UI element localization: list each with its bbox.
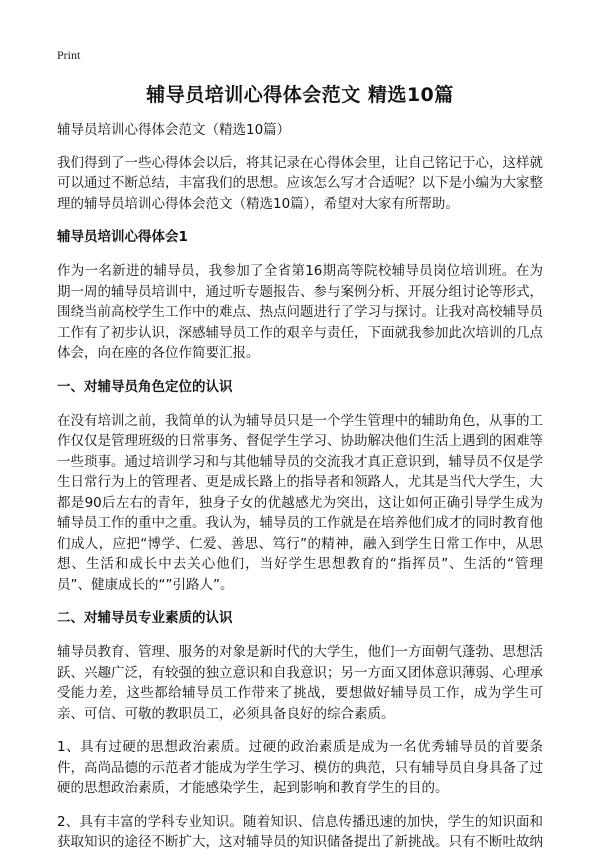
intro-paragraph: 我们得到了一些心得体会以后，将其记录在心得体会里，让自己铭记于心，这样就可以通过不断总结，丰富我们的思想。应该怎么写才合适呢？以下是小编为大家整理的辅导员培训心得体会范文（精选10篇），希望对大家有所帮助。: [57, 154, 543, 212]
print-label: Print: [57, 48, 81, 62]
quality-paragraph: 辅导员教育、管理、服务的对象是新时代的大学生，他们一方面朝气蓬勃、思想活跃、兴趣广泛，有较强的独立意识和自我意识；另一方面又团体意识薄弱、心理承受能力差，这些都给辅导员工作带来了挑战，要想做好辅导员工作，成为学生可亲、可信、可敬的教职员工，必须具备良好的综合素质。: [57, 644, 543, 722]
article-body: [57, 120, 543, 866]
section1-paragraph: 作为一名新进的辅导员，我参加了全省第16期高等院校辅导员岗位培训班。在为期一周的辅导员培训中，通过听专题报告、参与案例分析、开展分组讨论等形式，围绕当前高校学生工作中的难点、热点问题进行了学习与探讨。让我对高校辅导员工作有了初步认识，深感辅导员工作的艰辛与责任，下面就我参加此次培训的几点体会，向在座的各位作简要汇报。: [57, 263, 543, 361]
point-1-paragraph: 1、具有过硬的思想政治素质。过硬的政治素质是成为一名优秀辅导员的首要条件，高尚品德的示范者才能成为学生学习、模仿的典范，只有辅导员自身具备了过硬的思想政治素质，才能感染学生，起到影响和教育学生的目的。: [57, 739, 543, 796]
heading-role: 一、对辅导员角色定位的认识: [57, 378, 233, 395]
role-paragraph: 在没有培训之前，我简单的认为辅导员只是一个学生管理中的辅助角色，从事的工作仅仅是管理班级的日常事务、督促学生学习、协助解决他们生活上遇到的困难等一些琐事。通过培训学习和与其他辅导员的交流我才真正意识到，辅导员不仅是学生日常行为上的管理者、更是成长路上的指导者和领路人，尤其是当代大学生，大都是90后左右的青年，独身子女的优越感尤为突出，这让如何正确引导学生成为辅导员工作的重中之重。我认为，辅导员的工作就是在培养他们成才的同时教育他们成人，应把“博学、仁爱、善思、笃行”的精神，融入到学生日常工作中，从思想、生活和成长中去关心他们，当好学生思想教育的“指挥员”、生活的“管理员”、健康成长的“”引路人”。: [57, 412, 543, 593]
section-heading-1: 辅导员培训心得体会1: [57, 229, 188, 245]
subtitle: 辅导员培训心得体会范文（精选10篇）: [57, 122, 291, 138]
page-title: 辅导员培训心得体会范文 精选10篇: [146, 84, 454, 106]
heading-quality: 二、对辅导员专业素质的认识: [57, 610, 233, 626]
point-2-paragraph: 2、具有丰富的学科专业知识。随着知识、信息传播迅速的加快，学生的知识面和获取知识的途径不断扩大，这对辅导员的知识储备提出了新挑战。只有不断吐故纳: [57, 813, 543, 850]
